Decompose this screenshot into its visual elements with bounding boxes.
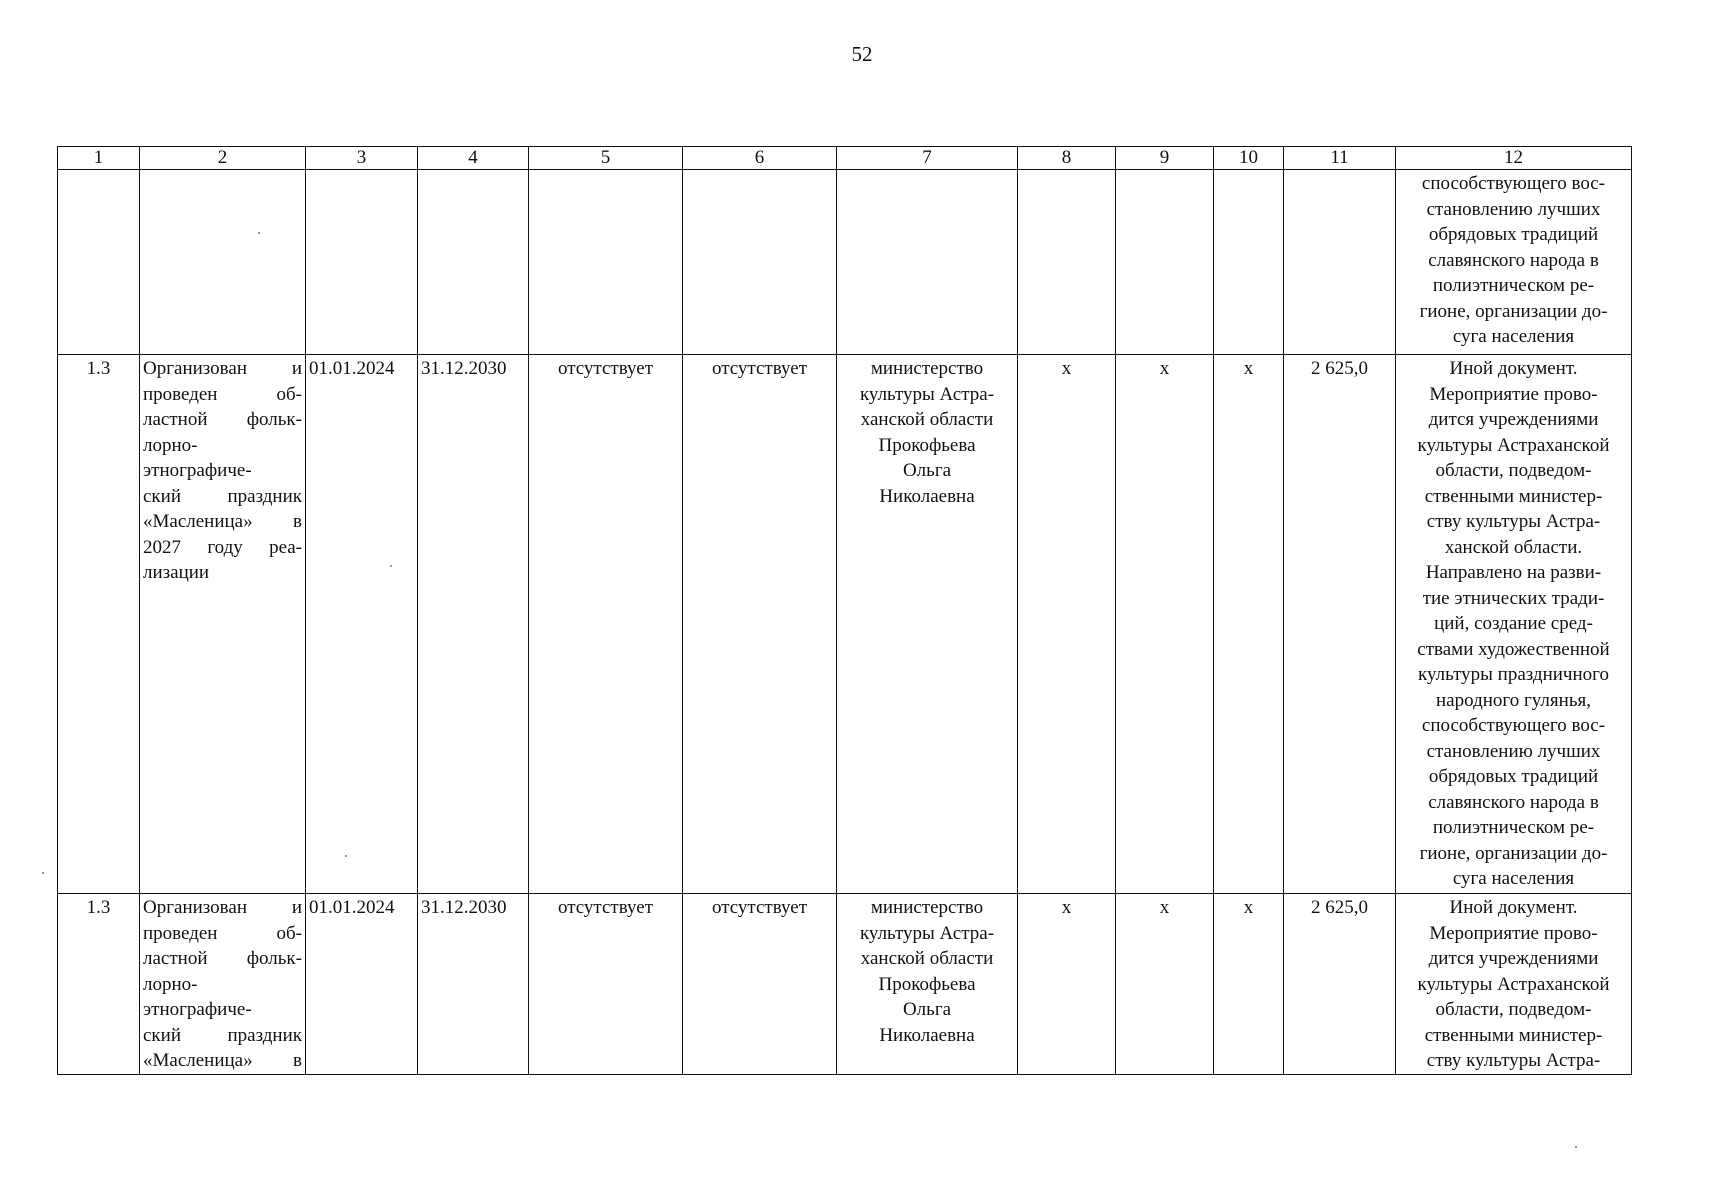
description-line: Мероприятие прово- [1429,383,1598,405]
description-line: ству культуры Астра- [1426,1050,1601,1071]
cell-responsible [837,894,1018,1075]
cell-event-name [140,355,306,894]
responsible-line: министерство [870,358,984,379]
event-name-line: Организован и [143,897,302,918]
description-line: Иной документ. [1449,897,1578,918]
description-line: дится учреждениями [1428,409,1599,430]
cell-col5: отсутствует [529,355,683,894]
cell-start-date: 01.01.2024 [306,894,418,1075]
empty-cell [1214,170,1284,355]
empty-cell [1284,170,1396,355]
description-line: ственными министер- [1424,485,1603,507]
description-line: суга населения [1452,868,1575,889]
description-line: обрядовых традиций [1428,224,1599,245]
empty-cell [306,170,418,355]
description-line: дится учреждениями [1428,948,1599,969]
scan-speck [1575,1146,1577,1148]
empty-cell [1116,170,1214,355]
header-cell: 5 [529,147,683,170]
cell-col6: отсутствует [683,355,837,894]
responsible-line: культуры Астра- [859,383,995,405]
event-name-line: Организован и [143,358,302,379]
responsible-line: Ольга [902,999,952,1020]
description-line: славянского народа в [1428,249,1599,271]
description-line: гионе, организации до- [1419,842,1608,864]
event-name-line: этнографиче- [143,460,252,481]
event-name-line: ский праздник [143,485,302,507]
cell-end-date: 31.12.2030 [418,894,529,1075]
event-name-line: ластной фольк- [143,948,302,969]
cell-start-date: 01.01.2024 [306,355,418,894]
description-line: становлению лучших [1426,198,1601,220]
cell-col8: х [1018,355,1116,894]
empty-cell [58,170,140,355]
responsible-line: культуры Астра- [859,922,995,944]
scan-speck [42,872,44,874]
description-line: народного гулянья, [1436,689,1591,711]
cell-end-date: 31.12.2030 [418,355,529,894]
description-line: гионе, организации до- [1419,300,1608,322]
event-name-line: проведен об- [143,383,302,405]
description-line: способствующего вос- [1421,173,1606,194]
responsible-line: министерство [870,897,984,918]
description-line: области, подведом- [1435,460,1592,481]
header-cell: 9 [1116,147,1214,170]
responsible-line: Ольга [902,460,952,481]
description-line: ханской области. [1444,536,1583,558]
cell-description [1396,170,1632,355]
responsible-line: ханской области [860,409,994,430]
responsible-line: Прокофьева [878,434,976,456]
description-line: культуры праздничного [1418,664,1609,685]
empty-cell [837,170,1018,355]
event-name-line: лизации [143,562,210,583]
cell-responsible [837,355,1018,894]
cell-col10: х [1214,355,1284,894]
cell-col5: отсутствует [529,894,683,1075]
header-row [58,147,1632,170]
table-row [58,355,1632,894]
description-line: ственными министер- [1424,1024,1603,1046]
scan-speck [258,232,260,234]
description-line: славянского народа в [1428,791,1599,813]
event-name-line: лорно- [143,434,198,456]
description-line: полиэтническом ре- [1432,817,1595,838]
empty-cell [683,170,837,355]
cell-col8: х [1018,894,1116,1075]
event-name-line: ластной фольк- [143,409,302,430]
header-cell: 12 [1396,147,1632,170]
event-name-line: проведен об- [143,922,302,944]
empty-cell [418,170,529,355]
event-name-line: 2027 году реа- [143,536,302,558]
page-number: 52 [851,42,873,66]
header-cell: 11 [1284,147,1396,170]
responsible-line: Прокофьева [878,973,976,995]
cell-col6: отсутствует [683,894,837,1075]
empty-cell [140,170,306,355]
responsible-line: Николаевна [879,1024,975,1046]
table-row-continued [58,170,1632,355]
table-row [58,894,1632,1075]
cell-col9: х [1116,355,1214,894]
description-line: ствами художественной [1417,638,1610,660]
header-cell: 8 [1018,147,1116,170]
description-line: области, подведом- [1435,999,1592,1020]
cell-description [1396,355,1632,894]
cell-amount: 2 625,0 [1284,355,1396,894]
scan-speck [345,855,347,857]
empty-cell [1018,170,1116,355]
description-line: тие этнических тради- [1422,587,1605,609]
description-line: культуры Астраханской [1417,973,1610,995]
event-name-line: ский праздник [143,1024,302,1046]
description-line: обрядовых традиций [1428,766,1599,787]
cell-number: 1.3 [58,355,140,894]
description-line: полиэтническом ре- [1432,275,1595,296]
description-line: способствующего вос- [1421,715,1606,736]
description-line: ству культуры Астра- [1426,511,1601,532]
cell-col9: х [1116,894,1214,1075]
cell-col10: х [1214,894,1284,1075]
header-cell: 3 [306,147,418,170]
header-cell: 10 [1214,147,1284,170]
description-line: становлению лучших [1426,740,1601,762]
description-line: Мероприятие прово- [1429,922,1598,944]
empty-cell [529,170,683,355]
header-cell: 7 [837,147,1018,170]
description-line: Иной документ. [1449,358,1578,379]
description-line: культуры Астраханской [1417,434,1610,456]
document-table [57,146,1632,1075]
description-line: ций, создание сред- [1434,613,1593,634]
header-cell: 6 [683,147,837,170]
responsible-line: Николаевна [879,485,975,507]
event-name-line: этнографиче- [143,999,252,1020]
event-name-line: лорно- [143,973,198,995]
description-line: Направлено на разви- [1425,562,1602,583]
header-cell: 1 [58,147,140,170]
event-name-line: «Масленица» в [143,511,302,532]
cell-description [1396,894,1632,1075]
cell-amount: 2 625,0 [1284,894,1396,1075]
event-name-line: «Масленица» в [143,1050,302,1071]
cell-number: 1.3 [58,894,140,1075]
scan-speck [390,565,392,567]
header-cell: 2 [140,147,306,170]
cell-event-name [140,894,306,1075]
header-cell: 4 [418,147,529,170]
responsible-line: ханской области [860,948,994,969]
description-line: суга населения [1452,326,1575,347]
